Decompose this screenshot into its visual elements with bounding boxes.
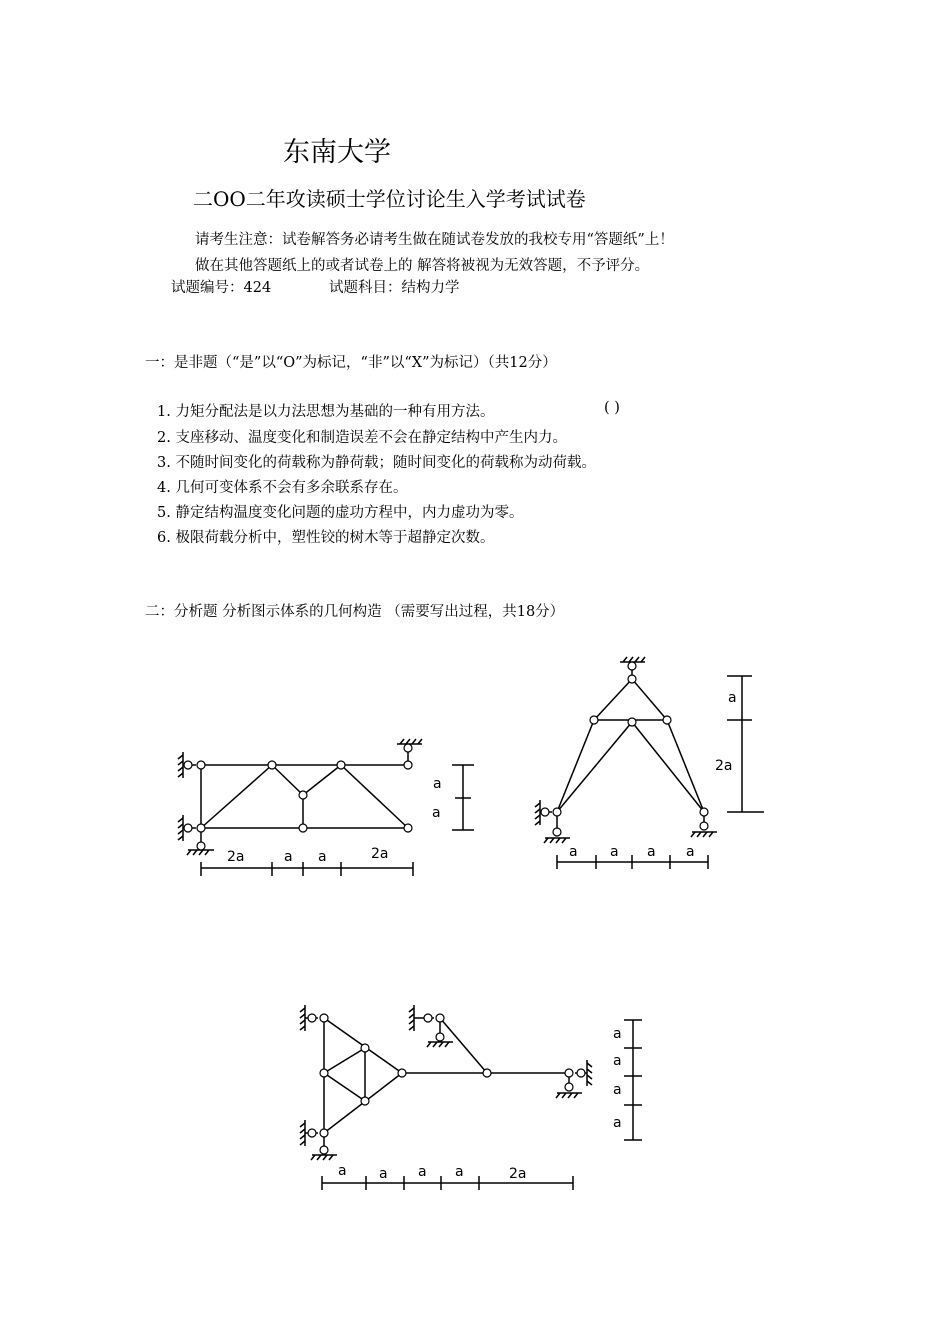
fig3-dim-v-3: a [613, 1082, 622, 1098]
exam-subject: 试题科目：结构力学 [329, 280, 460, 296]
question-1: 1. 力矩分配法是以力法思想为基础的一种有用方法。 [157, 404, 495, 420]
question-5: 5. 静定结构温度变化问题的虚功方程中，内力虚功为零。 [157, 505, 524, 521]
answer-bracket: ( ) [604, 400, 620, 416]
notice-line-2: 做在其他答题纸上的或者试卷上的 解答将被视为无效答题，不予评分。 [195, 258, 650, 274]
figure-3-structure [300, 1005, 642, 1190]
fig2-dim-v-2: 2a [715, 758, 733, 774]
fig1-dim-v-1: a [433, 776, 442, 792]
fig3-dim-h-1: a [338, 1163, 347, 1179]
section1-heading: 一：是非题（“是”以“O”为标记，“非”以“X”为标记）（共12分） [145, 355, 557, 371]
fig3-dim-h-2: a [379, 1166, 388, 1182]
fig2-dim-h-1: a [569, 844, 578, 860]
question-4: 4. 几何可变体系不会有多余联系存在。 [157, 480, 408, 496]
fig3-dim-v-4: a [613, 1115, 622, 1131]
fig3-dim-h-4: a [455, 1164, 464, 1180]
fig3-dim-v-1: a [613, 1026, 622, 1042]
exam-code: 试题编号：424 [171, 280, 272, 296]
fig2-dim-h-2: a [610, 844, 619, 860]
question-6: 6. 极限荷载分析中，塑性铰的树木等于超静定次数。 [157, 530, 495, 546]
exam-title: 二OO二年攻读硕士学位讨论生入学考试试卷 [193, 187, 586, 211]
fig2-dim-v-1: a [728, 690, 737, 706]
section2-heading: 二：分析题 分析图示体系的几何构造 （需要写出过程，共18分） [145, 604, 565, 620]
notice-line-1: 请考生注意：试卷解答务必请考生做在随试卷发放的我校专用“答题纸”上！ [195, 232, 674, 248]
university-name: 东南大学 [283, 137, 391, 168]
question-3: 3. 不随时间变化的荷载称为静荷载；随时间变化的荷载称为动荷载。 [157, 455, 596, 471]
fig1-dim-h-1: 2a [227, 849, 245, 865]
fig3-dim-h-3: a [418, 1164, 427, 1180]
question-2: 2. 支座移动、温度变化和制造误差不会在静定结构中产生内力。 [157, 430, 567, 446]
fig1-dim-h-2: a [284, 849, 293, 865]
fig1-dim-h-4: 2a [371, 846, 389, 862]
fig2-dim-h-3: a [647, 844, 656, 860]
fig3-dim-v-2: a [613, 1053, 622, 1069]
fig1-dim-h-3: a [318, 849, 327, 865]
fig2-dim-h-4: a [686, 844, 695, 860]
fig3-dim-h-5: 2a [509, 1166, 527, 1182]
fig1-dim-v-2: a [432, 805, 441, 821]
